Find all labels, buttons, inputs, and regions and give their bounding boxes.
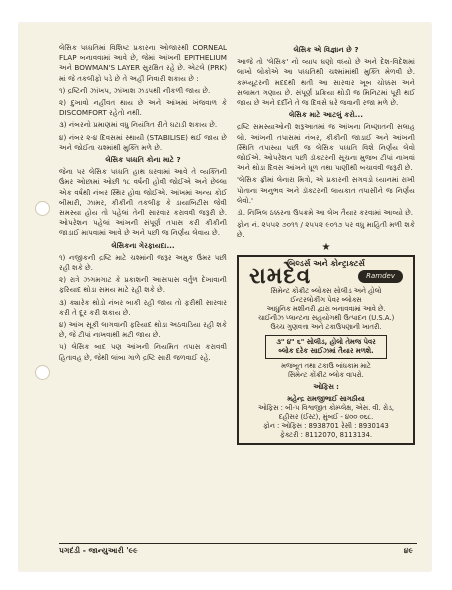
paragraph: આજે તો 'લેસિક' નો વ્યાપ ઘણો વધ્યો છે અને દેશ-વિદેશમાં લાખો લોકોએ આ પધ્ધતિથી ચશ્માંમાંથી મુક્તિ મેળવી છે. કમ્પ્યૂટરની મદદથી થતી આ સારવાર ખૂબ ચોક્કસ અને સલામત ગણાય છે. સંપૂર્ણ પ્રક્રિયા થોડી જ મિનિટમાં પૂરી થઈ જાય છે અને દર્દીને તે જ દિવસે ઘરે જવાની રજા મળે છે. bbox=[237, 57, 415, 108]
ad-line: ચાઈનીઝ પ્લાન્ટના સહયોગથી ઉત્પાદન (U.S.A.) bbox=[257, 313, 395, 322]
paragraph: 'લેસિક ફ્રીમાં લેનારા મિત્રો, એ પ્રકારની સગવડો ધ્યાનમાં રાખી પોતાના અનુભવ અને ડૉક્ટરની લાયકાત તપાસીને જ નિર્ણય લેવો.' bbox=[237, 175, 415, 205]
paragraph: ૨) રાત્રે ઝગમગાટ કે પ્રકાશની આસપાસ વર્તુળ દેખાવાની ફરિયાદ થોડા સમય માટે રહી શકે છે. bbox=[59, 275, 227, 295]
paragraph: લેસિક પધ્ધતિમાં વિશિષ્ટ પ્રકારના ઓજારથી CORNEAL FLAP બનાવવામાં આવે છે, જેમાં આંખની EPITHELIUM અને BOWMAN'S LAYER સુરક્ષિત રહે છે. એટલે (PRK) માં જે તકલીફો પડે છે તે અહીં નિવારી શકાય છે : bbox=[59, 43, 227, 83]
star-icon: ★ bbox=[321, 241, 331, 253]
column-heading: લેસિક એ વિજ્ઞાન છે ? bbox=[293, 45, 359, 54]
paragraph: ફોન નં. ૨૫૫૨ ૭૦૧૧ / ૨૫૫૨ ૯૦૧૭ પર વધુ માહિતી મળી શકે છે. bbox=[237, 220, 415, 240]
ad-line: મજબૂત તથા ટકાઉ બાંધકામ માટે bbox=[281, 361, 371, 370]
ad-line: સિમેન્ટ કોંક્રીટ બ્લોક વાપરો. bbox=[288, 370, 364, 379]
ad-line: આધુનિક મશીનરી દ્વારા બનાવવામાં આવે છે. bbox=[266, 304, 386, 313]
footer-publication: પગદંડી - જાન્યુઆરી '૯૯ bbox=[59, 546, 138, 555]
owner-name: મહેન્દ્ર રામજીભાઈ સાગઠીયા bbox=[287, 394, 365, 403]
paragraph: ૫) લેસિક બાદ પણ આંખની નિયમિત તપાસ કરાવવી હિતાવહ છે, જેથી લાંબા ગાળે દ્રષ્ટિ સારી જળવાઈ રહે. bbox=[59, 342, 227, 362]
subheading: લેસિક પધ્ધતિ કોના માટે ? bbox=[105, 155, 181, 165]
brand-logo: Ramdev bbox=[358, 270, 403, 283]
subheading: લેસિક માટે આટલું કરો... bbox=[288, 110, 364, 120]
phone-line: ફોન : ઓફિસ : 8938701 રેસી : 8930143 bbox=[263, 421, 389, 430]
paragraph: ૩) ક્યારેક થોડો નંબર બાકી રહી જાય તો ફરીથી સારવાર કરી તે દૂર કરી શકાય છે. bbox=[59, 297, 227, 317]
ad-line: ઈન્ટરલોકીંગ પેવર બ્લોક્સ bbox=[290, 295, 362, 304]
footer-rule bbox=[59, 543, 417, 544]
paragraph: ૩) નંબરનો પ્રમાણમાં વધુ નિયંત્રિત રીતે ઘટાડી શકાય છે. bbox=[59, 120, 218, 130]
advertisement-box bbox=[237, 255, 415, 445]
ad-sizes-note: ૩" ૪" ૬" સોલીડ, હોલો તેમજ પેવર બ્લોક દરેક સાઈઝમાં તૈયાર મળશે. bbox=[265, 335, 387, 359]
paragraph: ૪) આંખ સૂકી લાગવાની ફરિયાદ થોડા અઠવાડિયા રહી શકે છે, જે ટીપાં નાખવાથી મટી જાય છે. bbox=[59, 320, 227, 340]
punch-hole bbox=[35, 365, 50, 380]
punch-hole bbox=[35, 201, 50, 216]
address-line: ઓફિસ : બી-૫ વિશ્વજીત કોમ્પ્લેક્ષ, એસ. વી. રોડ, bbox=[257, 403, 394, 412]
paragraph: ૨) દુખાવો નહીંવત થાય છે અને આંખમાં ખંજવાળ કે DISCOMFORT રહેતો નથી. bbox=[59, 98, 227, 118]
ad-line: ઉચ્ચ ગુણવત્તા અને ટકાઉપણાની ખાતરી. bbox=[270, 322, 382, 331]
page-number: ૪૯ bbox=[403, 546, 413, 555]
office-label: ઓફિસ : bbox=[313, 382, 339, 391]
ad-line: સિમેન્ટ કોંક્રીટ બ્લોક્સ સોલીડ અને હોલો bbox=[270, 286, 382, 295]
subheading: લેસિકના ગેરફાયદા... bbox=[111, 240, 175, 250]
paragraph: ૧) નજીકની દ્રષ્ટિ માટે ચશ્માંની જરૂર અમુક ઉંમર પછી રહી શકે છે. bbox=[59, 252, 227, 273]
ad-header: બિલ્ડર્સ અને કોન્ટ્રાક્ટર્સ bbox=[287, 258, 365, 268]
paragraph: ૪) નંબર ૨-૪ દિવસમાં સ્થાયી (STABILISE) થઈ જાય છે અને જોઈતા ચશ્માંથી મુક્તિ મળે છે. bbox=[59, 132, 227, 152]
paragraph: દ્રષ્ટિ સમસ્યાઓની શરૂઆતમાં જ આંખના નિષ્ણાતની સલાહ લો. આંખની તપાસમાં નંબર, કીકીની જાડાઈ અને આંખની સ્થિતિ તપાસ્યા પછી જ લેસિક પધ્ધતિ વિશે નિર્ણય લેવો જોઈએ. ઓપરેશન પછી ડૉક્ટરની સૂચના મુજબ ટીપાં નાખવાં અને થોડા દિવસ આંખને ધૂળ તથા પાણીથી બચાવવી જરૂરી છે. bbox=[237, 122, 415, 173]
paragraph: ડૉ. નિખિલ ઠક્કરના ઉપક્રમે આ લેખ તૈયાર કરવામાં આવ્યો છે. bbox=[237, 208, 414, 218]
paragraph: ૧) દ્રષ્ટિની ઝાંખપ, ઝાંખાશ ઝડપથી નીકળી જાય છે. bbox=[59, 85, 211, 95]
left-column bbox=[59, 43, 227, 365]
document-page bbox=[19, 23, 431, 571]
phone-line: ફેક્ટરી : 8112070, 8113134. bbox=[279, 430, 373, 439]
brand-name: રામદેવ bbox=[249, 263, 312, 289]
right-column bbox=[237, 43, 415, 445]
address-line: દહીસર (ઈસ્ટ), મુંબઈ - ૪૦૦ ૦૬૮. bbox=[278, 412, 374, 421]
paragraph: જેના પર લેસિક પધ્ધતિ હાથ ધરવામાં આવે તે વ્યક્તિની ઉંમર ઓછામાં ઓછી ૧૮ વર્ષની હોવી જોઈએ અને છેલ્લા એક વર્ષથી નંબર સ્થિર હોવા જોઈએ. આંખમાં અન્ય કોઈ બીમારી, ઝામર, કીકીની તકલીફ કે ડાયાબિટીસ જેવી સમસ્યા હોય તો પહેલાં તેની સારવાર કરાવવી જરૂરી છે. ઓપરેશન પહેલાં આંખની સંપૂર્ણ તપાસ કરી કીકીની જાડાઈ માપવામાં આવે છે અને પછી જ નિર્ણય લેવાય છે. bbox=[59, 167, 227, 238]
